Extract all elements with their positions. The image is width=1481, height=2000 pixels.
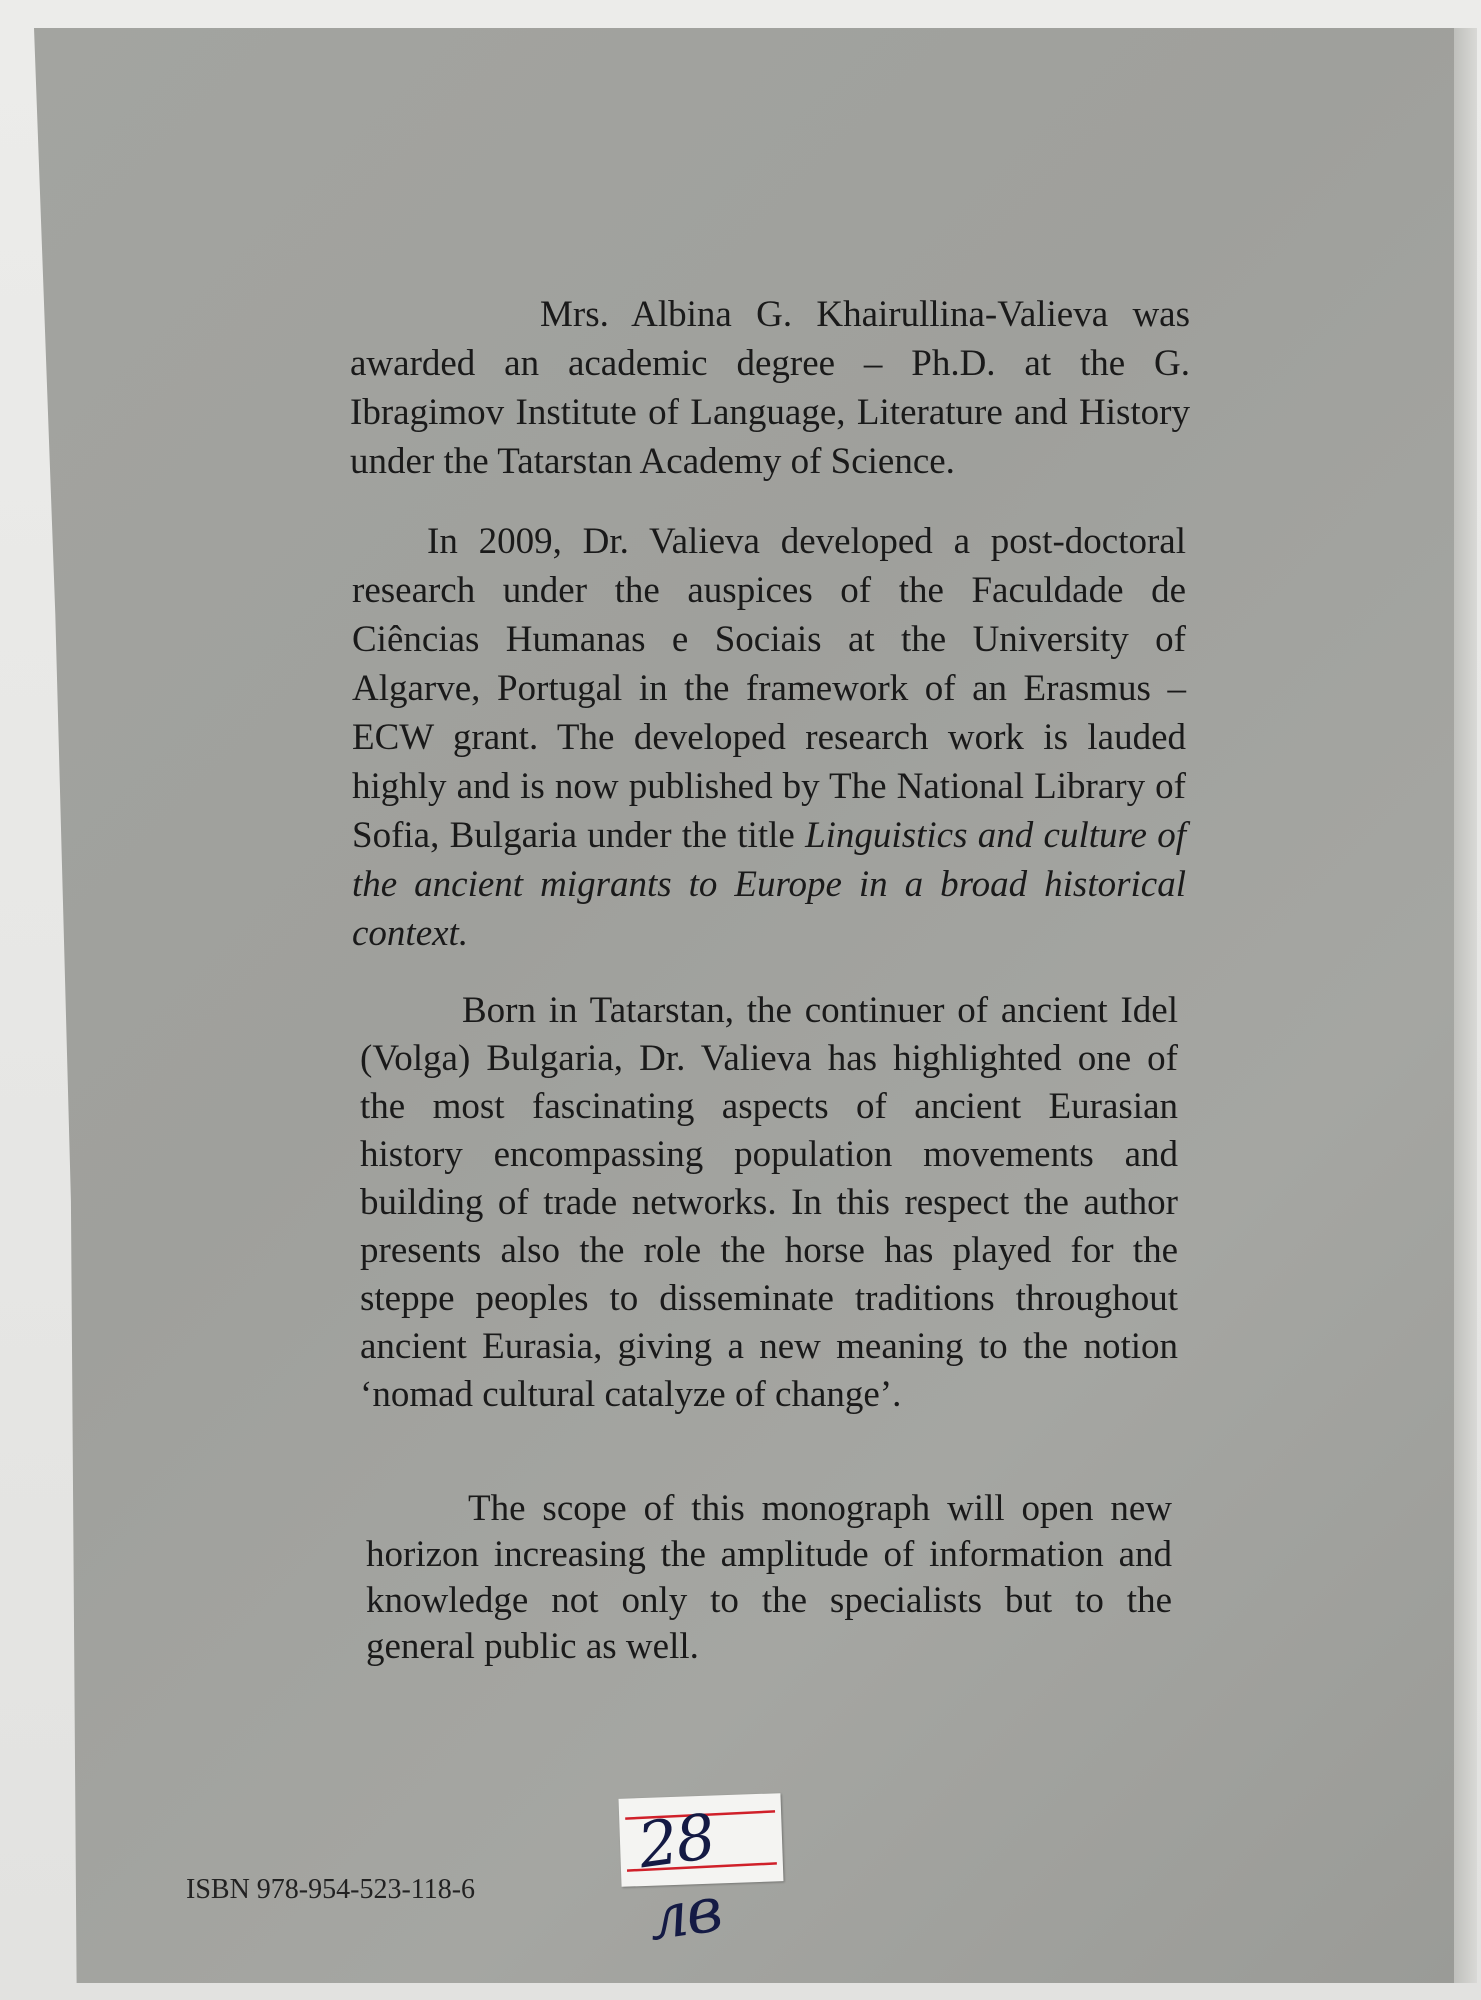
paragraph-text: Born in Tatarstan, the continuer of ancient Idel (Volga) Bulgaria, Dr. Valieva has highlighted one of the most fascinating aspects of ancient Eurasian history encompassing population movements and building of trade networks. In this respect the author presents also the role the horse has played for the steppe peoples to disseminate traditions throughout ancient Eurasia, giving a new meaning to the notion ‘nomad cultural catalyze of change’.	[360, 990, 1178, 1415]
paragraph-text: The scope of this monograph will open new horizon increasing the amplitude of information and knowledge not only to the specialists but to the general public as well.	[366, 1488, 1172, 1667]
paragraph-text: Mrs. Albina G. Khairullina-Valieva was awarded an academic degree – Ph.D. at the G. Ibragimov Institute of Language, Literature and History under the Tatarstan Academy of Science.	[350, 294, 1190, 482]
paragraph-background	[360, 987, 1178, 1419]
isbn-number: ISBN 978-954-523-118-6	[186, 1874, 476, 1905]
paragraph-author-degree	[350, 290, 1190, 486]
paragraph-scope	[366, 1486, 1172, 1670]
paragraph-body	[352, 517, 1186, 958]
paragraph-postdoc	[352, 517, 1186, 958]
price-sticker	[619, 1793, 784, 1955]
paragraph-text: In 2009, Dr. Valieva developed a post-doctoral research under the auspices of the Faculdade de Ciências Humanas e Sociais at the University of Algarve, Portugal in the framework of an Erasmus – ECW grant. The developed research work is lauded highly and is now published by The National Library of Sofia, Bulgaria under the title	[352, 521, 1186, 856]
book-title: Linguistics and culture of the ancient migrants to Europe in a broad historical context.	[352, 815, 1186, 954]
price-text: 28 лв	[633, 1799, 725, 1955]
